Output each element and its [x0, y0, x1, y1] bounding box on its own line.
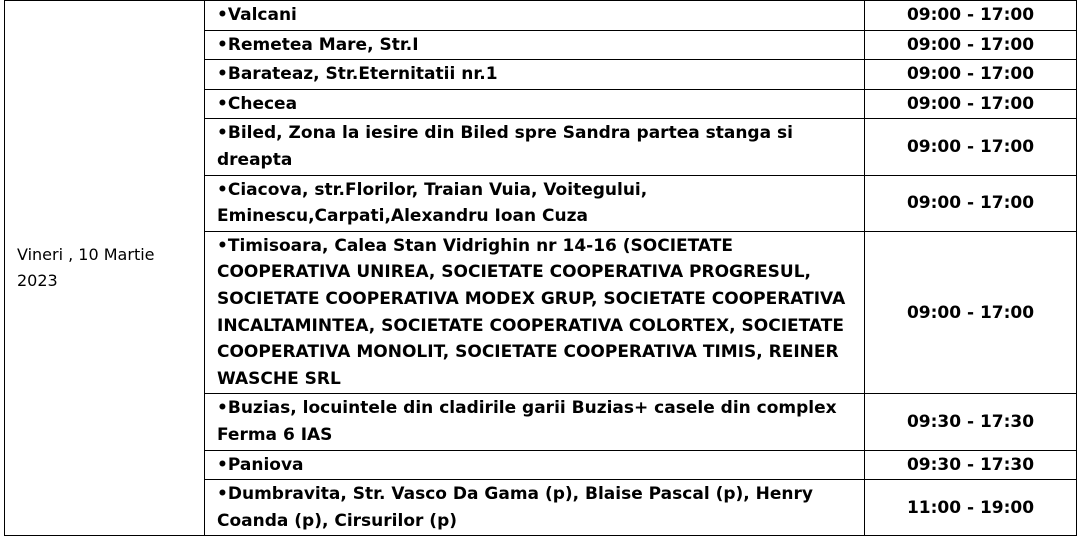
hours-cell: 09:30 - 17:30: [865, 394, 1077, 450]
location-cell: [205, 175, 865, 231]
bullet-icon: •: [217, 179, 228, 200]
hours-cell: 09:00 - 17:00: [865, 119, 1077, 175]
table-row: [5, 1, 1077, 31]
bullet-icon: •: [217, 34, 228, 55]
hours-cell: 11:00 - 19:00: [865, 480, 1077, 536]
location-text: Paniova: [227, 454, 304, 475]
outage-schedule-table: [4, 0, 1077, 536]
hours-cell: 09:00 - 17:00: [865, 175, 1077, 231]
location-cell: [205, 119, 865, 175]
location-cell: [205, 89, 865, 119]
bullet-icon: •: [217, 484, 228, 505]
bullet-icon: •: [217, 454, 228, 475]
bullet-icon: •: [217, 64, 228, 85]
location-cell: [205, 1, 865, 31]
location-text: Remetea Mare, Str.I: [227, 34, 419, 55]
bullet-icon: •: [217, 123, 228, 144]
location-cell: [205, 30, 865, 60]
location-text: Dumbravita, Str. Vasco Da Gama (p), Blaise Pascal (p), Henry Coanda (p), Cirsurilor (p): [217, 484, 813, 531]
hours-cell: 09:00 - 17:00: [865, 1, 1077, 31]
schedule-body: [5, 1, 1077, 536]
location-text: Ciacova, str.Florilor, Traian Vuia, Voitegului, Eminescu,Carpati,Alexandru Ioan Cuza: [217, 179, 648, 227]
location-text: Barateaz, Str.Eternitatii nr.1: [227, 64, 498, 85]
location-cell: [205, 60, 865, 90]
date-cell: Vineri , 10 Martie 2023: [5, 1, 205, 536]
hours-cell: 09:00 - 17:00: [865, 89, 1077, 119]
location-cell: [205, 450, 865, 480]
bullet-icon: •: [217, 93, 228, 114]
location-cell: [205, 394, 865, 450]
hours-cell: 09:00 - 17:00: [865, 60, 1077, 90]
bullet-icon: •: [217, 398, 228, 419]
location-cell: [205, 480, 865, 536]
bullet-icon: •: [217, 5, 228, 25]
location-cell: [205, 231, 865, 394]
location-text: Buzias, locuintele din cladirile garii Buzias+ casele din complex Ferma 6 IAS: [217, 398, 837, 445]
hours-cell: 09:00 - 17:00: [865, 231, 1077, 394]
location-text: Checea: [227, 93, 298, 114]
location-text: Valcani: [227, 5, 297, 25]
location-text: Biled, Zona la iesire din Biled spre Sandra partea stanga si dreapta: [217, 123, 793, 170]
hours-cell: 09:00 - 17:00: [865, 30, 1077, 60]
hours-cell: 09:30 - 17:30: [865, 450, 1077, 480]
location-text: Timisoara, Calea Stan Vidrighin nr 14-16 (SOCIETATE COOPERATIVA UNIREA, SOCIETATE COOPERATIVA PROGRESUL, SOCIETATE COOPERATIVA MODEX GRUP, SOCIETATE COOPERATIVA INCALTAMINTEA, SOCIETATE COOPERATIVA COLORTEX, SOCIETATE COOPERATIVA MONOLIT, SOCIETATE COOPERATIVA TIMIS, REINER WASCHE SRL: [217, 235, 846, 389]
bullet-icon: •: [217, 235, 228, 256]
